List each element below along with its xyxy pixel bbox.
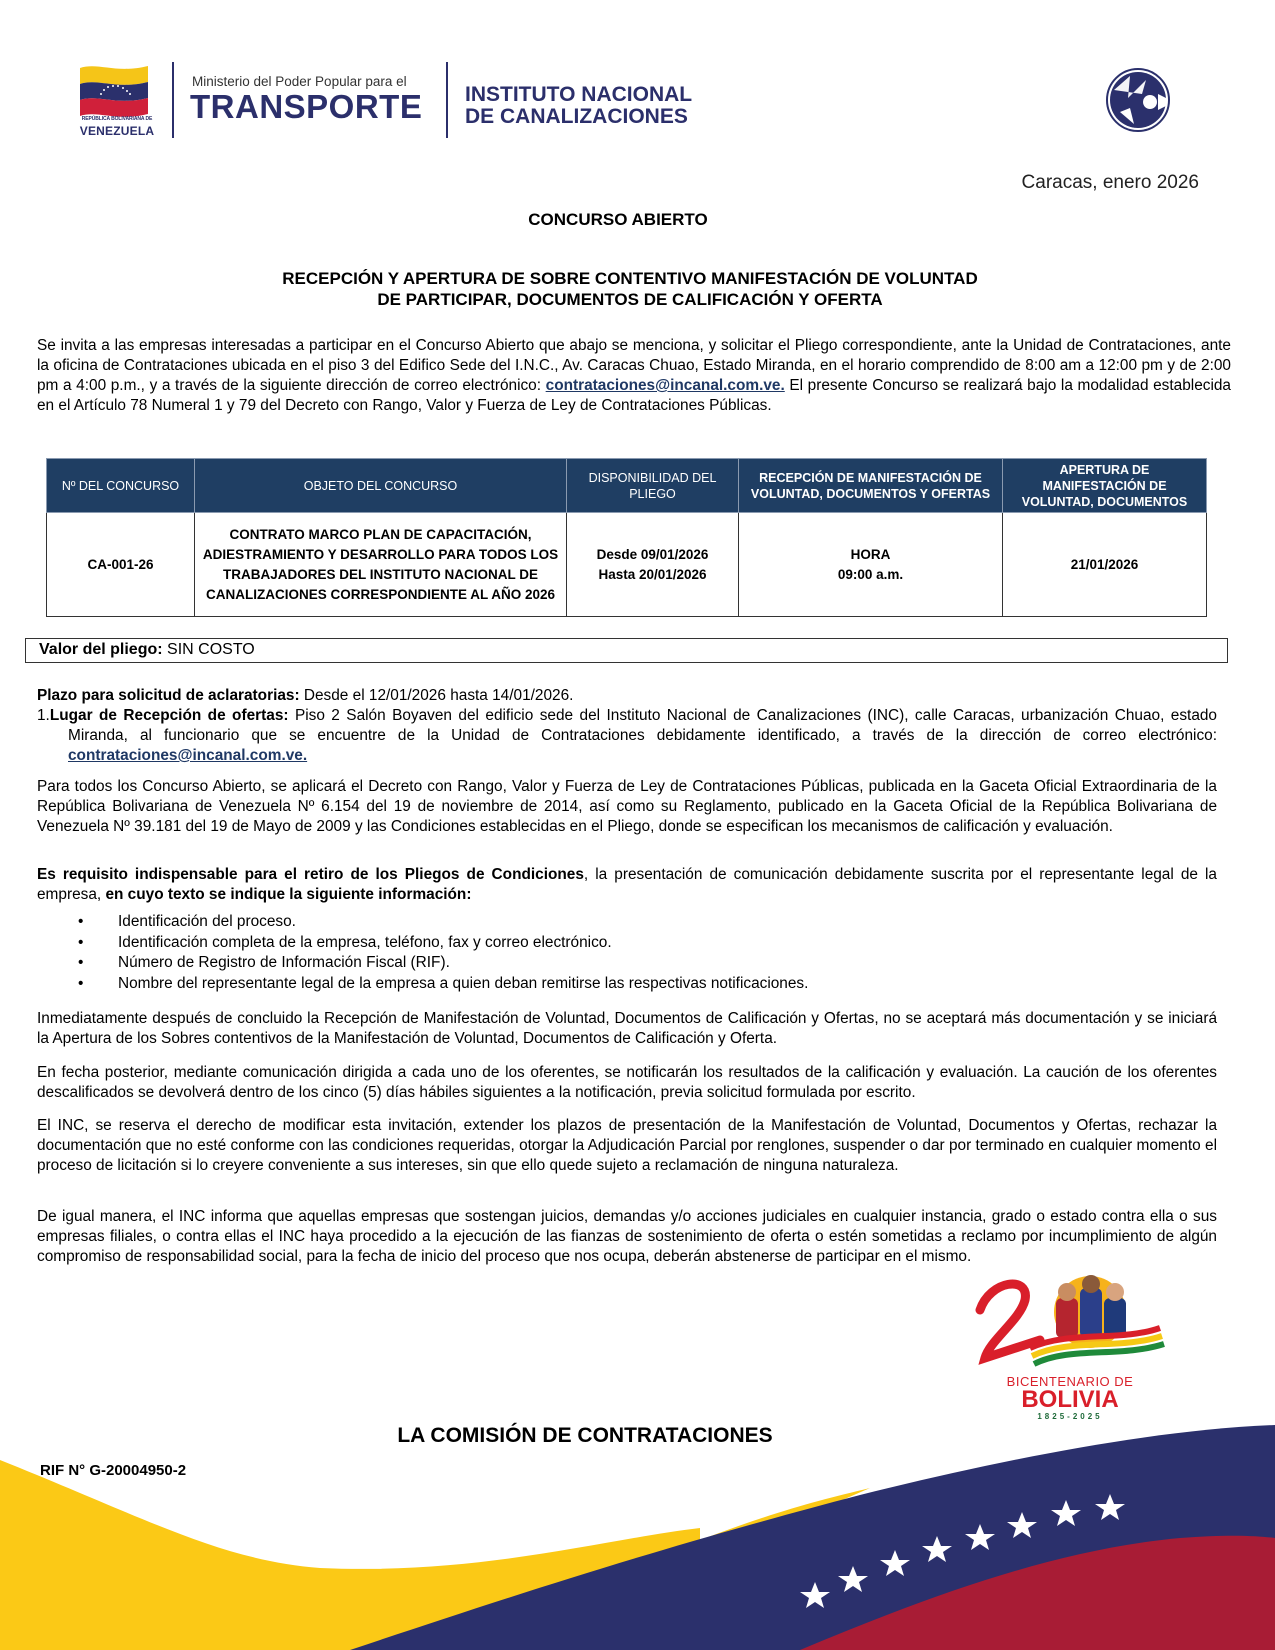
requisito-text: , la presentación de comunicación debidamente suscrita por el representante legal de la empresa,: [37, 866, 1217, 903]
signature-commission: LA COMISIÓN DE CONTRATACIONES: [397, 1424, 773, 1447]
recepcion-label: HORA: [850, 546, 891, 562]
list-item: • Identificación completa de la empresa, teléfono, fax y correo electrónico.: [78, 933, 808, 954]
requisitos-list: [78, 912, 808, 994]
table-row: [47, 513, 1207, 617]
cell-disponibilidad: [567, 513, 739, 617]
header-recepcion: RECEPCIÓN DE MANIFESTACIÓN DE VOLUNTAD, DOCUMENTOS Y OFERTAS: [739, 459, 1003, 513]
valor-pliego-box: [25, 638, 1228, 663]
rif-number: RIF N° G-20004950-2: [40, 1462, 187, 1479]
bolivia-bicentenary-logo: [970, 1270, 1170, 1421]
plazo-value: Desde el 12/01/2026 hasta 14/01/2026.: [299, 687, 574, 704]
valor-pliego-label: Valor del pliego:: [39, 641, 163, 658]
republic-label: REPÚBLICA BOLIVARIANA DE: [81, 116, 153, 122]
reserva-paragraph: El INC, se reserva el derecho de modificar esta invitación, extender los plazos de presentación de la Manifestación de Voluntad, Documentos y Ofertas, rechazar la documentación que no esté conforme con las condiciones requeridas, otorgar la Adjudicación Parcial por renglones, suspender o dar por terminado en cualquier momento el proceso de licitación si lo creyere conveniente a sus intereses, sin que ello quede sujeto a reclamación de ninguna naturaleza.: [37, 1117, 1217, 1174]
header-divider: [446, 62, 448, 138]
lugar-label: Lugar de Recepción de ofertas:: [49, 707, 289, 724]
cell-recepcion: [739, 513, 1003, 617]
date-location: Caracas, enero 2026: [1021, 172, 1199, 193]
institute-name: [465, 84, 692, 128]
header-objeto: OBJETO DEL CONCURSO: [195, 459, 567, 513]
plazo-aclaratorias: [37, 686, 1217, 706]
decreto-paragraph: Para todos los Concurso Abierto, se aplicará el Decreto con Rango, Valor y Fuerza de Ley de Contrataciones Públicas, publicada en la Gaceta Oficial Extraordinaria de la República Bolivariana de Venezuela Nº 6.154 del 19 de noviembre de 2014, así como su Reglamento, publicado en la Gaceta Oficial de la República Bolivariana de Venezuela Nº 39.181 del 19 de Mayo de 2009 y las Condiciones establecidas en el Pliego, donde se especifican los mecanismos de calificación y evaluación.: [37, 778, 1217, 835]
email-link[interactable]: contrataciones@incanal.com.ve.: [68, 747, 308, 764]
ministry-line: Ministerio del Poder Popular para el: [192, 74, 407, 89]
plazo-label: Plazo para solicitud de aclaratorias:: [37, 687, 300, 704]
valor-pliego-value: SIN COSTO: [162, 641, 255, 658]
bicentenario-label: BICENTENARIO DE: [1006, 1374, 1134, 1389]
header-divider: [172, 62, 174, 138]
disponibilidad-desde: Desde 09/01/2026: [596, 546, 709, 562]
recepcion-hora: 09:00 a.m.: [837, 566, 904, 582]
list-item: • Número de Registro de Información Fiscal (RIF).: [78, 953, 808, 974]
header-disponibilidad: DISPONIBILIDAD DEL PLIEGO: [567, 459, 739, 513]
subtitle-line-1: RECEPCIÓN Y APERTURA DE SOBRE CONTENTIVO MANIFESTACIÓN DE VOLUNTAD: [282, 269, 978, 288]
cell-objeto: CONTRATO MARCO PLAN DE CAPACITACIÓN, ADIESTRAMIENTO Y DESARROLLO PARA TODOS LOS TRABAJADORES DEL INSTITUTO NACIONAL DE CANALIZACIONES CORRESPONDIENTE AL AÑO 2026: [195, 513, 567, 617]
disponibilidad-hasta: Hasta 20/01/2026: [598, 566, 707, 582]
bicentenary-emblem-icon: [970, 1270, 1170, 1370]
list-item: • Identificación del proceso.: [78, 912, 808, 933]
list-item: • Nombre del representante legal de la empresa a quien deban remitirse las respectivas notificaciones.: [78, 974, 808, 995]
header-numero: Nº DEL CONCURSO: [47, 459, 195, 513]
institute-line-1: INSTITUTO NACIONAL: [465, 83, 693, 106]
inmediatamente-paragraph: Inmediatamente después de concluido la Recepción de Manifestación de Voluntad, Documentos de Calificación y Ofertas, no se aceptará más documentación y se iniciará la Apertura de los Sobres contentivos de la Manifestación de Voluntad, Documentos de Calificación y Oferta.: [37, 1010, 1217, 1047]
institute-line-2: DE CANALIZACIONES: [465, 105, 688, 128]
cell-numero: CA-001-26: [47, 513, 195, 617]
venezuela-logo: [72, 60, 162, 142]
venezuela-label: VENEZUELA: [79, 124, 155, 138]
subtitle-line-2: DE PARTICIPAR, DOCUMENTOS DE CALIFICACIÓN Y OFERTA: [377, 290, 883, 309]
header-apertura: APERTURA DE MANIFESTACIÓN DE VOLUNTAD, DOCUMENTOS: [1003, 459, 1207, 513]
requisito-paragraph: [37, 865, 1217, 905]
letterhead: [0, 0, 1275, 160]
intro-text-end: El presente Concurso se realizará bajo la modalidad establecida en el Artículo 78 Numeral 1 y 79 del Decreto con Rango, Valor y Fuerza de Ley de Contrataciones Públicas.: [37, 377, 1231, 414]
lugar-recepcion: [37, 706, 1217, 766]
lugar-value: Piso 2 Salón Boyaven del edificio sede del Instituto Nacional de Canalizaciones (INC), calle Caracas, urbanización Chuao, estado Miranda, al funcionario que se encuentre de la Unidad de Contrataciones debidamente identificado, a través de la dirección de correo electrónico:: [68, 707, 1217, 744]
document-title: CONCURSO ABIERTO: [528, 210, 708, 229]
email-link[interactable]: contrataciones@incanal.com.ve.: [545, 377, 785, 394]
inc-logo-icon: [1106, 68, 1170, 132]
concurso-table: [46, 458, 1207, 617]
requisito-bold: Es requisito indispensable para el retiro de los Pliegos de Condiciones: [37, 866, 584, 883]
fecha-paragraph: En fecha posterior, mediante comunicación dirigida a cada uno de los oferentes, se notificarán los resultados de la calificación y evaluación. La caución de los oferentes descalificados se devolverá dentro de los cinco (5) días hábiles siguientes a la notificación, previa solicitud formulada por escrito.: [37, 1064, 1217, 1101]
list-number: 1.: [37, 707, 50, 724]
bolivia-label: BOLIVIA: [1021, 1386, 1119, 1413]
venezuela-flag-icon: [76, 60, 152, 120]
requisito-bold-end: en cuyo texto se indique la siguiente información:: [105, 886, 472, 903]
intro-paragraph: [37, 336, 1231, 416]
igual-paragraph: De igual manera, el INC informa que aquellas empresas que sostengan juicios, demandas y/o acciones judiciales en cualquier instancia, grado o estado contra ella o sus empresas filiales, o contra ellas el INC haya procedido a la ejecución de las fianzas de sostenimiento de oferta o estén sometidas a reclamo por incumplimiento de algún compromiso de responsabilidad social, para la fecha de inicio del proceso que nos ocupa, deberán abstenerse de participar en el mismo.: [37, 1208, 1217, 1265]
bolivia-years: 1825-2025: [1037, 1412, 1103, 1421]
table-header-row: [47, 459, 1207, 513]
document-subtitle: [200, 268, 1060, 310]
cell-apertura: 21/01/2026: [1003, 513, 1207, 617]
intro-text: Se invita a las empresas interesadas a participar en el Concurso Abierto que abajo se menciona, y solicitar el Pliego correspondiente, ante la Unidad de Contrataciones, ante la oficina de Contrataciones ubicada en el piso 3 del Edifico Sede del I.N.C., Av. Caracas Chuao, Estado Miranda, en el horario comprendido de 8:00 am a 12:00 pm y de 2:00 pm a 4:00 p.m., y a través de la siguiente dirección de correo electrónico:: [37, 337, 1231, 394]
ministry-name: TRANSPORTE: [190, 88, 423, 125]
